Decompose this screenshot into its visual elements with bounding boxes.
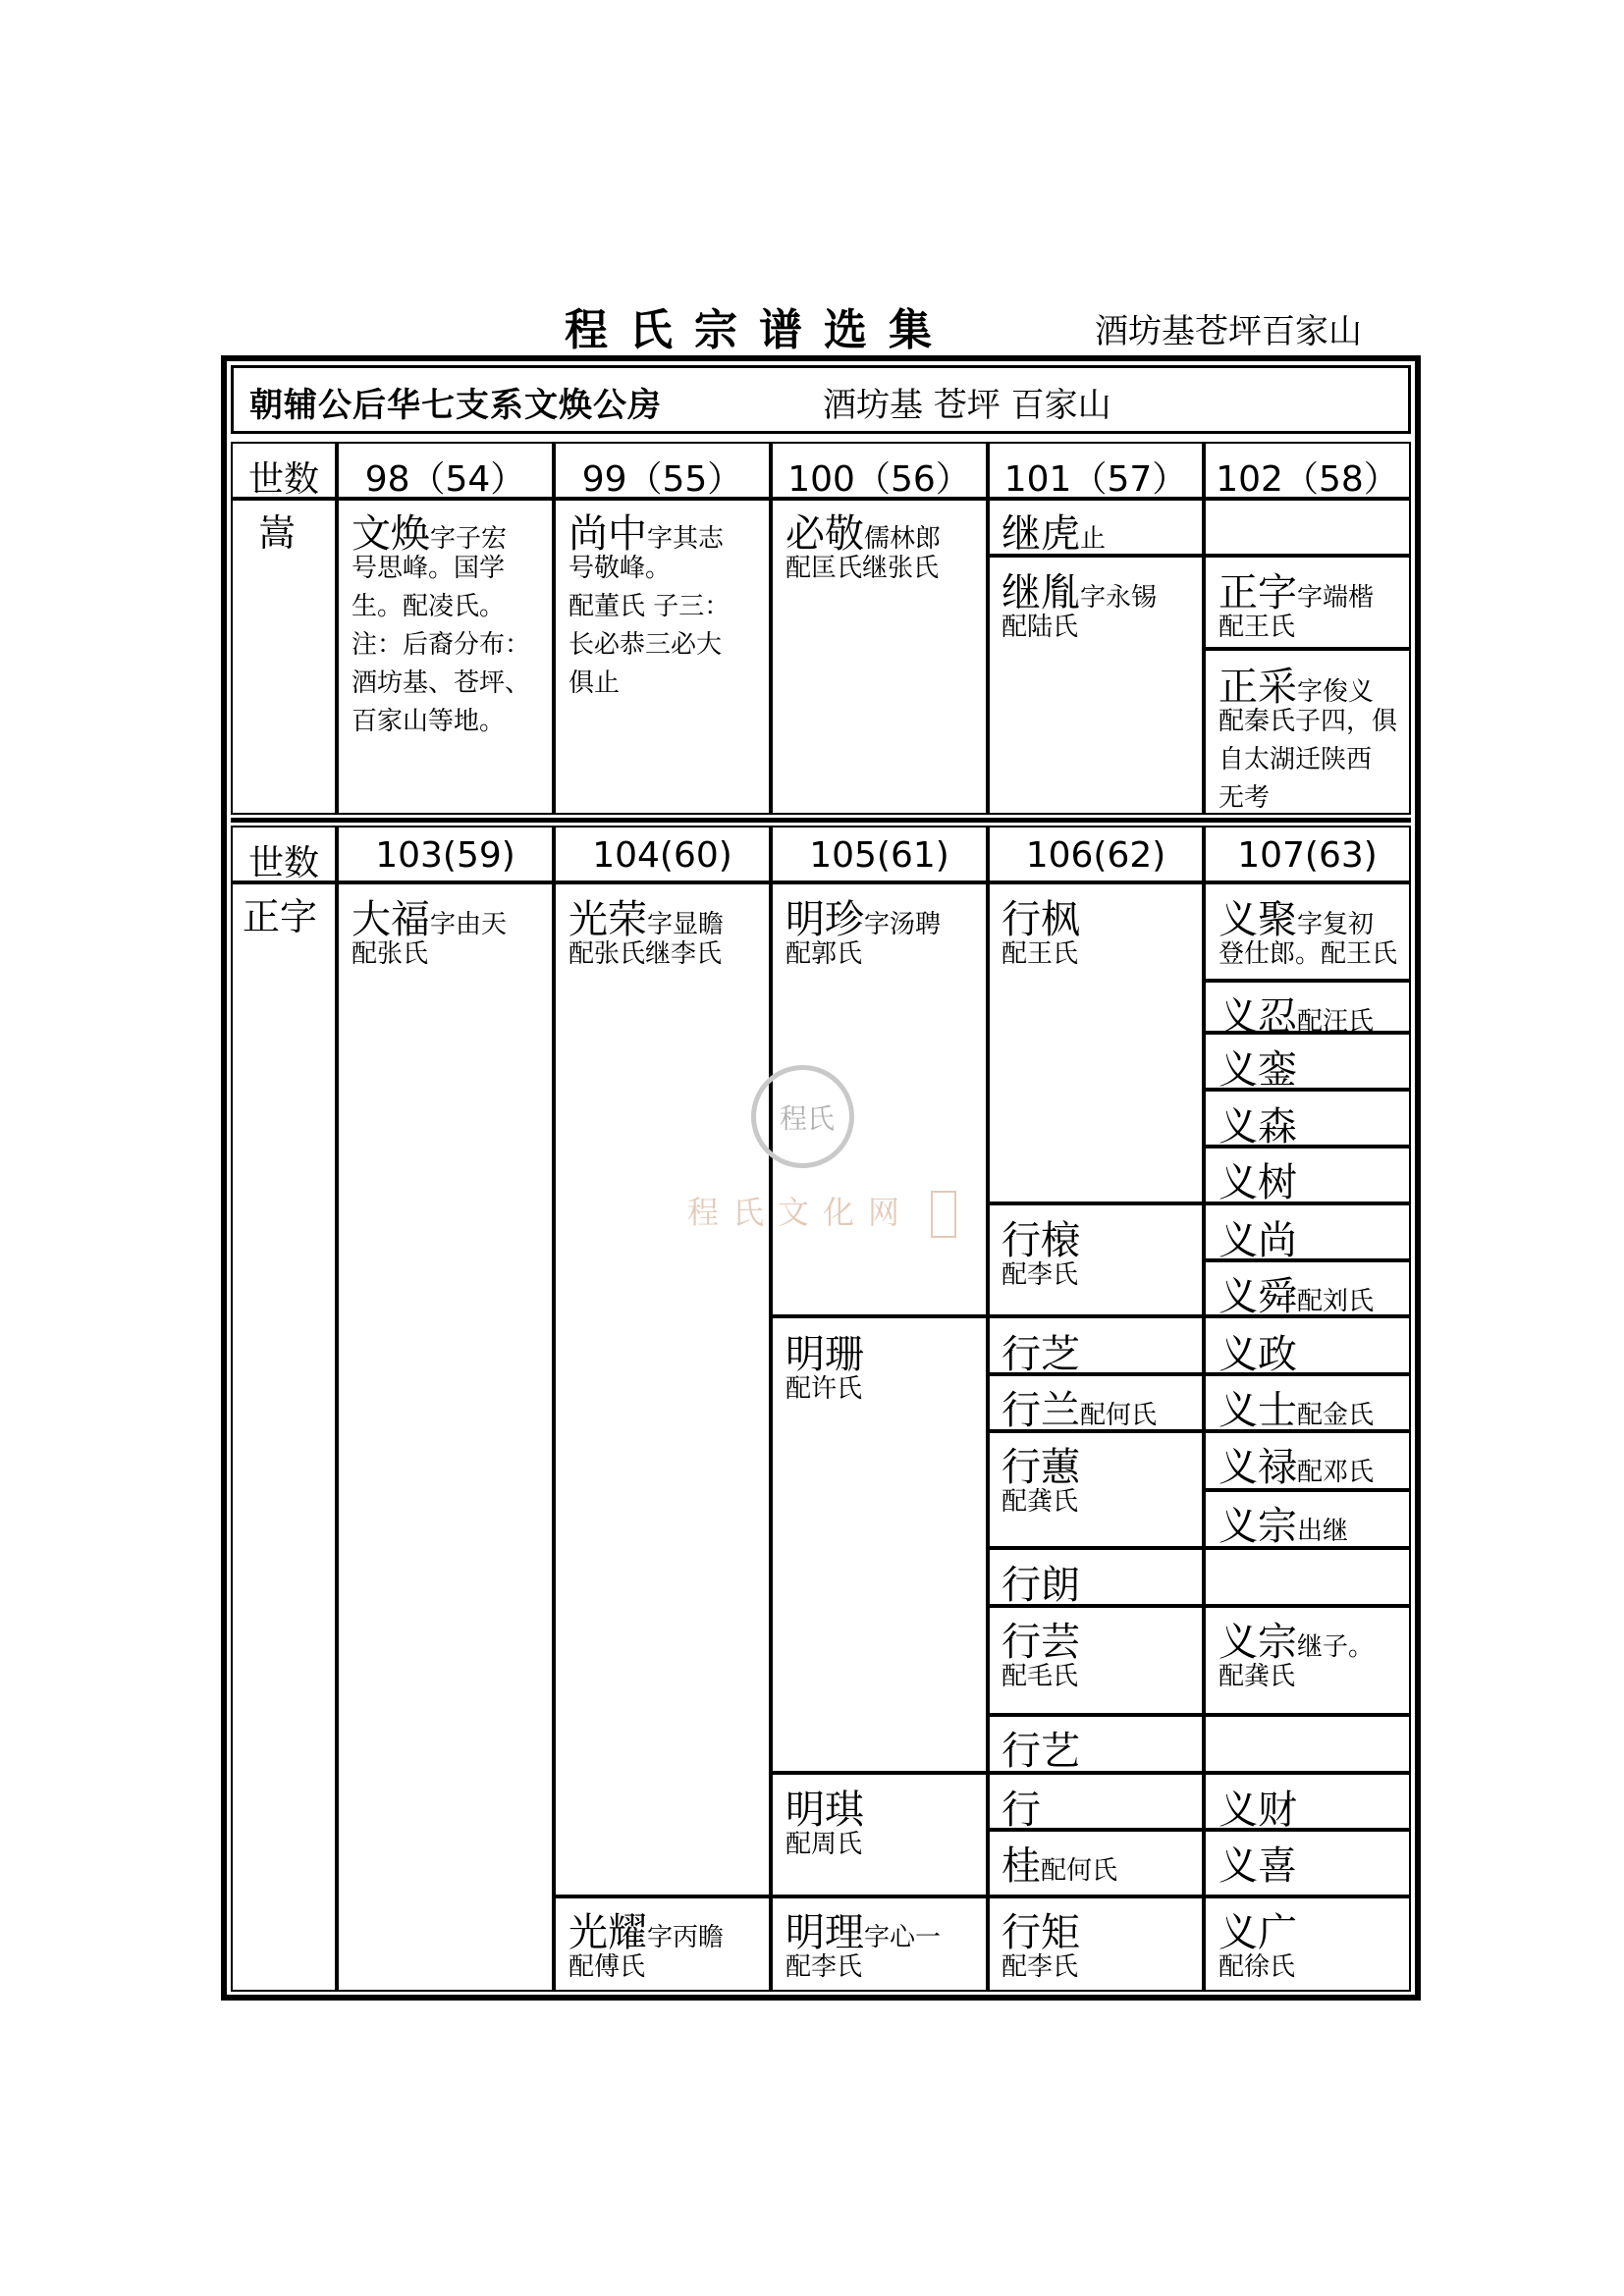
- document-title: 程氏宗谱选集: [565, 305, 953, 355]
- generation-number: 99（55）: [581, 459, 743, 500]
- courtesy-note: 字丙瞻: [647, 1923, 725, 1952]
- courtesy-note: 字由天: [430, 910, 508, 939]
- person-entry-desc: 配李氏: [1001, 1952, 1079, 1982]
- branch-band: [231, 365, 1411, 434]
- person-name: 行朗: [1001, 1563, 1080, 1608]
- person-name: 行蕙: [1001, 1445, 1080, 1490]
- person-entry-desc: 配毛氏: [1001, 1662, 1079, 1691]
- person-entry-name: [1218, 1495, 1348, 1551]
- cheng-seal-watermark: [751, 1065, 854, 1168]
- person-entry-name: [1001, 1779, 1041, 1835]
- person-name: 义树: [1218, 1160, 1297, 1205]
- person-entry-name: [1218, 1779, 1297, 1835]
- person-name: 行芸: [1001, 1620, 1080, 1665]
- person-name: 文焕: [352, 511, 430, 557]
- entry-zhengzi-desc: 配王氏: [1218, 613, 1296, 642]
- row-label: 正字: [243, 895, 318, 938]
- person-name: 必敬: [785, 511, 864, 557]
- person-entry-desc: 配张氏继李氏: [568, 939, 723, 969]
- person-name: 义尚: [1218, 1218, 1297, 1263]
- person-name: 义禄: [1218, 1445, 1297, 1490]
- courtesy-note: 字心一: [864, 1923, 942, 1952]
- person-name: 明珍: [785, 897, 864, 942]
- person-entry-desc: 配龚氏: [1218, 1662, 1296, 1691]
- person-entry-desc: 配李氏: [1001, 1260, 1079, 1290]
- person-entry-desc: 登仕郎。配王氏: [1218, 939, 1398, 969]
- person-name: 义森: [1218, 1104, 1297, 1149]
- gen-cell: [1204, 499, 1411, 556]
- entry-jihu-name: [1001, 503, 1106, 559]
- person-name: 明理: [785, 1910, 864, 1955]
- person-name: 光荣: [568, 897, 647, 942]
- person-name: 行榱: [1001, 1218, 1080, 1263]
- row-label: 嵩: [258, 511, 297, 555]
- person-entry-name: [1218, 1323, 1297, 1379]
- person-name: 义士: [1218, 1388, 1297, 1433]
- person-name: 义舜: [1218, 1274, 1297, 1319]
- person-name: 明琪: [785, 1788, 864, 1833]
- courtesy-note: 字俊义: [1297, 677, 1375, 707]
- courtesy-note: 配何氏: [1080, 1401, 1158, 1430]
- person-entry-name: [1001, 1323, 1080, 1379]
- seal-text: 程氏: [780, 1102, 836, 1135]
- generation-number: 106(62): [1025, 835, 1166, 876]
- generation-label: 世数: [247, 843, 319, 883]
- person-name: 明珊: [785, 1332, 864, 1377]
- courtesy-note: 止: [1080, 524, 1107, 554]
- person-name: 继虎: [1001, 511, 1080, 557]
- person-name: 大福: [352, 897, 430, 942]
- person-entry-desc: 配王氏: [1001, 939, 1079, 969]
- person-name: 光耀: [568, 1910, 647, 1955]
- courtesy-note: 继子。: [1297, 1632, 1375, 1662]
- document-location: 酒坊基苍坪百家山: [1095, 312, 1362, 351]
- person-entry-desc: 配许氏: [785, 1374, 863, 1404]
- person-entry-name: [1218, 1095, 1297, 1151]
- watermark-stamp: [931, 1191, 956, 1238]
- courtesy-note: 配刘氏: [1297, 1287, 1375, 1316]
- person-name: 桂: [1001, 1843, 1041, 1889]
- person-name: 义宗: [1218, 1504, 1297, 1549]
- courtesy-note: 字端楷: [1297, 583, 1375, 613]
- person-entry-desc: 配李氏: [785, 1952, 863, 1982]
- entry-wenhuan-desc: 号思峰。国学 生。配凌氏。 注：后裔分布： 酒坊基、苍坪、 百家山等地。: [352, 554, 531, 736]
- person-entry-desc: 配龚氏: [1001, 1487, 1079, 1517]
- person-name: 义财: [1218, 1788, 1297, 1833]
- person-entry-name: [1218, 1265, 1374, 1321]
- person-entry-name: [1218, 1835, 1297, 1891]
- person-entry-name: [1218, 1209, 1297, 1265]
- generation-number: 101（57）: [1003, 459, 1188, 500]
- gen-cell: [337, 882, 554, 1992]
- courtesy-note: 字复初: [1297, 910, 1375, 939]
- person-name: 正字: [1218, 570, 1297, 615]
- courtesy-note: 配汪氏: [1297, 1007, 1375, 1037]
- person-name: 行艺: [1001, 1729, 1080, 1774]
- person-name: 义喜: [1218, 1843, 1297, 1889]
- entry-shangzhong-desc: 号敬峰。 配董氏 子三： 长必恭三必大 俱止: [568, 554, 731, 698]
- generation-number: 107(63): [1237, 835, 1378, 876]
- entry-zhengcai-desc: 配秦氏子四，俱 自太湖迁陕西 无考: [1218, 707, 1398, 813]
- courtesy-note: 配何氏: [1041, 1856, 1118, 1886]
- person-entry-name: [1001, 1720, 1080, 1776]
- person-name: 正采: [1218, 665, 1297, 710]
- courtesy-note: 字永锡: [1080, 583, 1158, 613]
- generation-number: 105(61): [809, 835, 949, 876]
- person-name: 义政: [1218, 1332, 1297, 1377]
- person-entry-name: [1001, 1835, 1117, 1891]
- person-name: 行矩: [1001, 1910, 1080, 1955]
- courtesy-note: 字显瞻: [647, 910, 725, 939]
- gen-cell: [1204, 1548, 1411, 1606]
- person-entry-name: [1001, 1379, 1157, 1435]
- entry-jiyin-desc: 配陆氏: [1001, 613, 1079, 642]
- person-name: 义銮: [1218, 1047, 1297, 1093]
- person-entry-desc: 配郭氏: [785, 939, 863, 969]
- site-watermark: 程氏文化网: [687, 1194, 914, 1231]
- courtesy-note: 配金氏: [1297, 1401, 1375, 1430]
- person-name: 行芝: [1001, 1332, 1080, 1377]
- branch-places: 酒坊基 苍坪 百家山: [823, 386, 1111, 425]
- courtesy-note: 字其志: [647, 524, 725, 554]
- person-name: 义聚: [1218, 897, 1297, 942]
- gen-cell: [1204, 1715, 1411, 1773]
- generation-number: 104(60): [592, 835, 732, 876]
- courtesy-note: 配邓氏: [1297, 1458, 1375, 1487]
- person-name: 义宗: [1218, 1620, 1297, 1665]
- person-entry-name: [1218, 1151, 1297, 1207]
- person-name: 尚中: [568, 511, 647, 557]
- entry-bijing-desc: 配匡氏继张氏: [785, 554, 940, 583]
- person-entry-desc: 配张氏: [352, 939, 429, 969]
- courtesy-note: 出继: [1297, 1517, 1349, 1546]
- generation-number: 103(59): [375, 835, 515, 876]
- row-label-cell: [231, 882, 337, 1992]
- courtesy-note: 儒林郎: [864, 524, 942, 554]
- person-entry-desc: 配徐氏: [1218, 1952, 1296, 1982]
- generation-label: 世数: [247, 459, 319, 500]
- person-name: 义广: [1218, 1910, 1297, 1955]
- table-separator: [231, 818, 1411, 823]
- branch-title: 朝辅公后华七支系文焕公房: [249, 386, 662, 425]
- person-name: 行: [1001, 1788, 1041, 1833]
- generation-number: 102（58）: [1216, 459, 1399, 500]
- courtesy-note: 字汤聘: [864, 910, 942, 939]
- person-entry-desc: 配傅氏: [568, 1952, 646, 1982]
- person-entry-desc: 配周氏: [785, 1830, 863, 1859]
- person-entry-name: [1218, 1379, 1374, 1435]
- person-name: 继胤: [1001, 570, 1080, 615]
- person-entry-name: [1001, 1554, 1080, 1610]
- person-entry-name: [1218, 1436, 1374, 1492]
- gen-cell: [554, 882, 771, 1896]
- person-name: 行枫: [1001, 897, 1080, 942]
- generation-number: 98（54）: [364, 459, 526, 500]
- person-name: 义忍: [1218, 994, 1297, 1040]
- person-entry-name: [1218, 986, 1374, 1041]
- courtesy-note: 字子宏: [430, 524, 508, 554]
- person-name: 行兰: [1001, 1388, 1080, 1433]
- generation-number: 100（56）: [787, 459, 971, 500]
- person-entry-name: [1218, 1039, 1297, 1095]
